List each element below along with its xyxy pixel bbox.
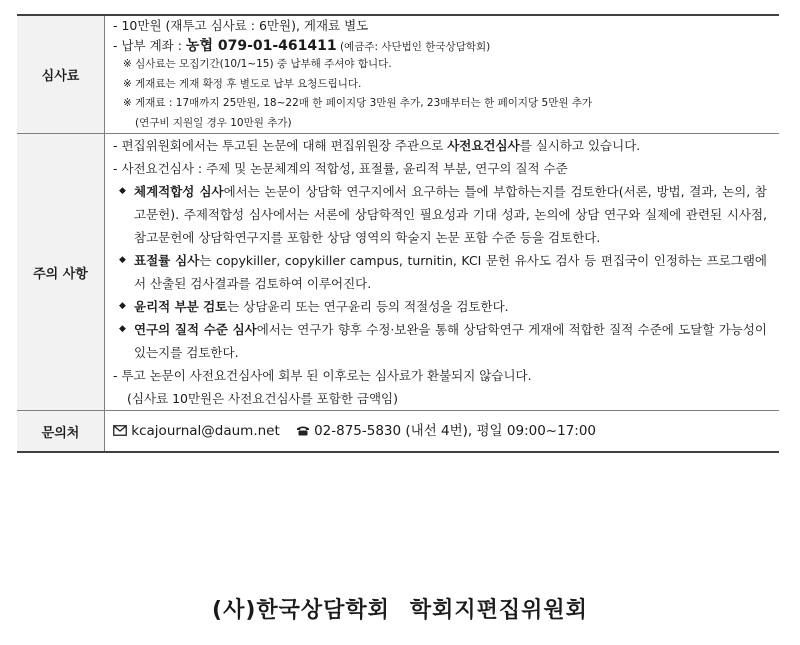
caution-bullet-quality [113,318,773,364]
fee-note-grant: (연구비 지원일 경우 10만원 추가) [135,116,292,129]
caution-bullet-structure [113,180,773,249]
caution-intro-bold: 사전요건심사 [447,138,520,153]
bullet-text: 는 상담윤리 또는 연구윤리 등의 적절성을 검토한다. [227,299,509,314]
caution-intro-suffix: 를 실시하고 있습니다. [519,138,641,153]
fee-note-period: ※ 심사료는 모집기간(10/1~15) 중 납부해 주셔야 합니다. [123,58,392,70]
fee-header: 심사료 [17,15,105,134]
contact-line [113,411,773,451]
info-table [17,14,779,453]
caution-intro-prefix: - 편집위원회에서는 투고된 논문에 대해 편집위원장 주관으로 [113,138,448,153]
bullet-title: 윤리적 부분 검토 [134,299,228,314]
bullet-text: 는 copykiller, copykiller campus, turnitin, KCI 문헌 유사도 검사 등 편집국이 인정하는 프로그램에서 산출된 검사결과를 검토하여 이루어진다. [134,253,767,291]
fee-body [105,15,780,134]
caution-line-criteria: - 사전요건심사 : 주제 및 논문체계의 적합성, 표절률, 윤리적 부분, 연구의 질적 수준 [113,161,568,176]
caution-header: 주의 사항 [17,134,105,411]
contact-row [17,411,779,453]
caution-line-intro [113,134,773,157]
fee-note-page-charge: ※ 게재료 : 17매까지 25만원, 18~22매 한 페이지당 3만원 추가, 23매부터는 한 페이지당 5만원 추가 [123,97,593,109]
footer-title [0,593,800,624]
contact-header: 문의처 [17,411,105,453]
fee-account-holder: (예금주: 사단법인 한국상담학회) [336,40,491,53]
caution-line-refund: - 투고 논문이 사전요건심사에 회부 된 이후로는 심사료가 환불되지 않습니다. [113,368,532,383]
fee-amount: - 10만원 (재투고 심사료 : 6만원), 게재료 별도 [113,18,369,33]
footer-dept: 학회지편집위원회 [409,598,588,623]
fee-row [17,15,779,134]
bullet-title: 연구의 질적 수준 심사 [134,322,257,337]
footer-org: (사)한국상담학회 [212,598,390,623]
contact-email[interactable]: kcajournal@daum.net [131,423,280,439]
bullet-text: 에서는 연구가 향후 수정·보완을 통해 상담학연구 게재에 적합한 질적 수준에 도달할 가능성이 있는지를 검토한다. [134,322,767,360]
fee-account-prefix: - 납부 계좌 : [113,37,186,53]
caution-line-fee-note: (심사료 10만원은 사전요건심사를 포함한 금액임) [127,391,398,406]
fee-account-line [113,36,773,56]
caution-row [17,134,779,411]
bullet-text: 에서는 논문이 상담학 연구지에서 요구하는 틀에 부합하는지를 검토한다(서론, 방법, 결과, 논의, 참고문헌). 주제적합성 심사에서는 서론에 상담학적인 필요성과 기대 성과, 논의에 상담 연구와 실제에 관련된 시사점, 참고문헌에 상담학연구지를 포함한 상담 영역의 학술지 논문 포함 수준 등을 검토한다. [134,184,767,245]
bullet-title: 표절률 심사 [134,253,200,268]
fee-account-number: 농협 079-01-461411 [185,37,337,54]
contact-body [105,411,780,453]
bullet-title: 체계적합성 심사 [134,184,224,199]
caution-body [105,134,780,411]
caution-bullet-plagiarism [113,249,773,295]
caution-bullet-ethics [113,295,773,318]
telephone-icon [296,425,310,436]
envelope-icon [113,425,127,436]
contact-phone: 02-875-5830 (내선 4번), 평일 09:00~17:00 [314,423,597,439]
fee-note-publication: ※ 게재료는 게재 확정 후 별도로 납부 요청드립니다. [123,77,362,90]
